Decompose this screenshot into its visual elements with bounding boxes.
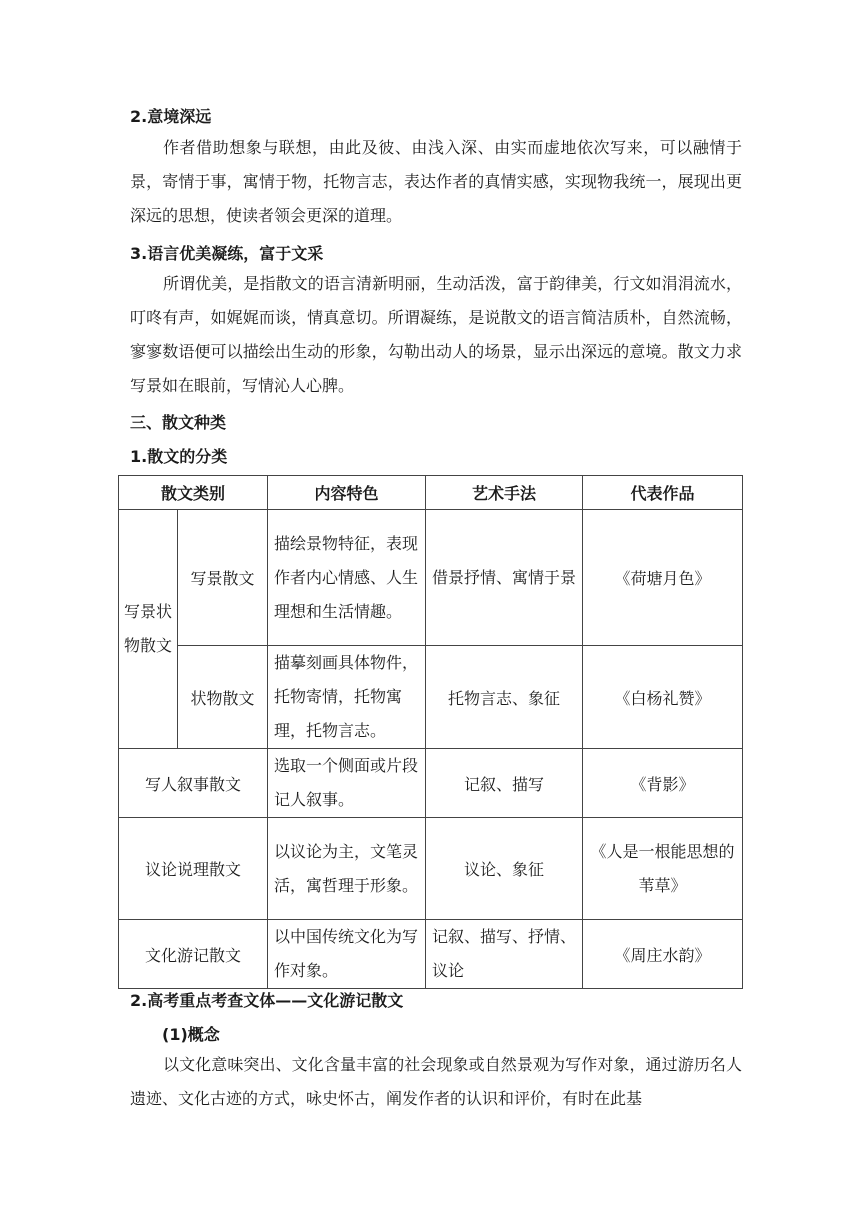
row-technique: 议论、象征 [426, 818, 583, 920]
paragraph-concept: 以文化意味突出、文化含量丰富的社会现象或自然景观为写作对象，通过游历名人遗迹、文化古迹的方式，咏史怀古，阐发作者的认识和评价，有时在此基 [130, 1055, 742, 1108]
header-work: 代表作品 [583, 476, 743, 510]
header-category: 散文类别 [119, 476, 268, 510]
heading-classification: 1.散文的分类 [130, 447, 228, 466]
row-work: 《人是一根能思想的苇草》 [583, 818, 743, 920]
row-type: 议论说理散文 [119, 818, 268, 920]
header-technique: 艺术手法 [426, 476, 583, 510]
row-technique: 托物言志、象征 [426, 646, 583, 749]
paragraph-imagery: 作者借助想象与联想，由此及彼、由浅入深、由实而虚地依次写来，可以融情于景，寄情于事，寓情于物，托物言志，表达作者的真情实感，实现物我统一，展现出更深远的思想，使读者领会更深的道理。 [130, 138, 742, 225]
table-row [119, 749, 743, 818]
header-content: 内容特色 [268, 476, 426, 510]
row-work: 《周庄水韵》 [583, 920, 743, 989]
table-header-row [119, 476, 743, 510]
heading-imagery: 2.意境深远 [130, 107, 212, 126]
row-type: 状物散文 [178, 646, 268, 749]
row-type: 文化游记散文 [119, 920, 268, 989]
heading-prose-types: 三、散文种类 [130, 413, 227, 432]
row-technique: 记叙、描写 [426, 749, 583, 818]
row-content: 以议论为主，文笔灵活，寓哲理于形象。 [268, 818, 426, 920]
row-work: 《背影》 [583, 749, 743, 818]
group-scenery-object: 写景状物散文 [119, 510, 178, 749]
row-type: 写人叙事散文 [119, 749, 268, 818]
row-technique: 记叙、描写、抒情、议论 [426, 920, 583, 989]
paragraph-language: 所谓优美，是指散文的语言清新明丽，生动活泼，富于韵律美，行文如涓涓流水，叮咚有声，如娓娓而谈，情真意切。所谓凝练，是说散文的语言简洁质朴，自然流畅，寥寥数语便可以描绘出生动的形象，勾勒出动人的场景，显示出深远的意境。散文力求写景如在眼前，写情沁人心脾。 [130, 274, 742, 395]
row-content: 描绘景物特征，表现作者内心情感、人生理想和生活情趣。 [268, 510, 426, 646]
table-row [119, 646, 743, 749]
row-type: 写景散文 [178, 510, 268, 646]
row-technique: 借景抒情、寓情于景 [426, 510, 583, 646]
row-content: 以中国传统文化为写作对象。 [268, 920, 426, 989]
prose-classification-table [118, 475, 743, 989]
table-row [119, 920, 743, 989]
heading-concept: (1)概念 [162, 1025, 220, 1044]
heading-focus-genre: 2.高考重点考查文体——文化游记散文 [130, 991, 404, 1010]
row-content: 选取一个侧面或片段记人叙事。 [268, 749, 426, 818]
row-content: 描摹刻画具体物件，托物寄情，托物寓理，托物言志。 [268, 646, 426, 749]
heading-language: 3.语言优美凝练，富于文采 [130, 244, 324, 263]
table-row [119, 818, 743, 920]
row-work: 《荷塘月色》 [583, 510, 743, 646]
row-work: 《白杨礼赞》 [583, 646, 743, 749]
table-row [119, 510, 743, 646]
